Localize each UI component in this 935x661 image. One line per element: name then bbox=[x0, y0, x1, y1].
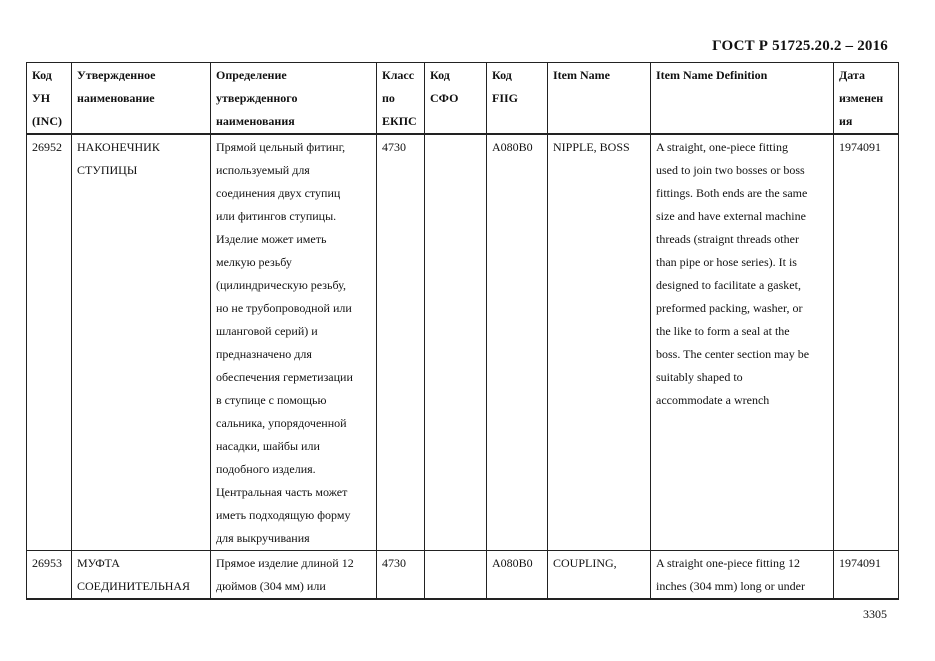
cell-date: 1974091 bbox=[834, 134, 899, 551]
table-row bbox=[27, 551, 899, 600]
catalog-table bbox=[26, 62, 899, 600]
cell-fiig: A080B0 bbox=[487, 134, 548, 551]
col-header-approved-name: Утвержденное наименование bbox=[72, 63, 211, 135]
cell-item-name: NIPPLE, BOSS bbox=[548, 134, 651, 551]
cell-inc: 26952 bbox=[27, 134, 72, 551]
cell-item-name: COUPLING, bbox=[548, 551, 651, 600]
cell-class: 4730 bbox=[377, 551, 425, 600]
document-title: ГОСТ Р 51725.20.2 – 2016 bbox=[712, 38, 888, 54]
col-header-class: Класс по ЕКПС bbox=[377, 63, 425, 135]
cell-approved-name: МУФТА СОЕДИНИТЕЛЬНАЯ bbox=[72, 551, 211, 600]
col-header-inc: Код УН (INC) bbox=[27, 63, 72, 135]
col-header-fiig: Код FIIG bbox=[487, 63, 548, 135]
cell-class: 4730 bbox=[377, 134, 425, 551]
cell-definition: Прямой цельный фитинг, используемый для соединения двух ступиц или фитингов ступицы. Изделие может иметь мелкую резьбу (цилиндрическую резьбу, но не трубопроводной или шланговой серий) и предназначено для обеспечения герметизации в ступице с помощью сальника, упорядоченной насадки, шайбы или подобного изделия. Центральная часть может иметь подходящую форму для выкручивания bbox=[211, 134, 377, 551]
col-header-definition: Определение утвержденного наименования bbox=[211, 63, 377, 135]
cell-sfo bbox=[425, 551, 487, 600]
col-header-item-name: Item Name bbox=[548, 63, 651, 135]
cell-item-definition: A straight, one-piece fitting used to join two bosses or boss fittings. Both ends are the same size and have external machine threads (straignt threads other than pipe or hose series). It is designed to facilitate a gasket, preformed packing, washer, or the like to form a seal at the boss. The center section may be suitably shaped to accommodate a wrench bbox=[651, 134, 834, 551]
table-header-row bbox=[27, 63, 899, 135]
table-row bbox=[27, 134, 899, 551]
page-number: 3305 bbox=[863, 607, 887, 621]
col-header-date: Дата изменен ия bbox=[834, 63, 899, 135]
cell-item-definition: A straight one-piece fitting 12 inches (304 mm) long or under bbox=[651, 551, 834, 600]
cell-sfo bbox=[425, 134, 487, 551]
col-header-item-definition: Item Name Definition bbox=[651, 63, 834, 135]
cell-inc: 26953 bbox=[27, 551, 72, 600]
cell-date: 1974091 bbox=[834, 551, 899, 600]
cell-approved-name: НАКОНЕЧНИК СТУПИЦЫ bbox=[72, 134, 211, 551]
col-header-sfo: Код СФО bbox=[425, 63, 487, 135]
cell-definition: Прямое изделие длиной 12 дюймов (304 мм) или bbox=[211, 551, 377, 600]
cell-fiig: A080B0 bbox=[487, 551, 548, 600]
